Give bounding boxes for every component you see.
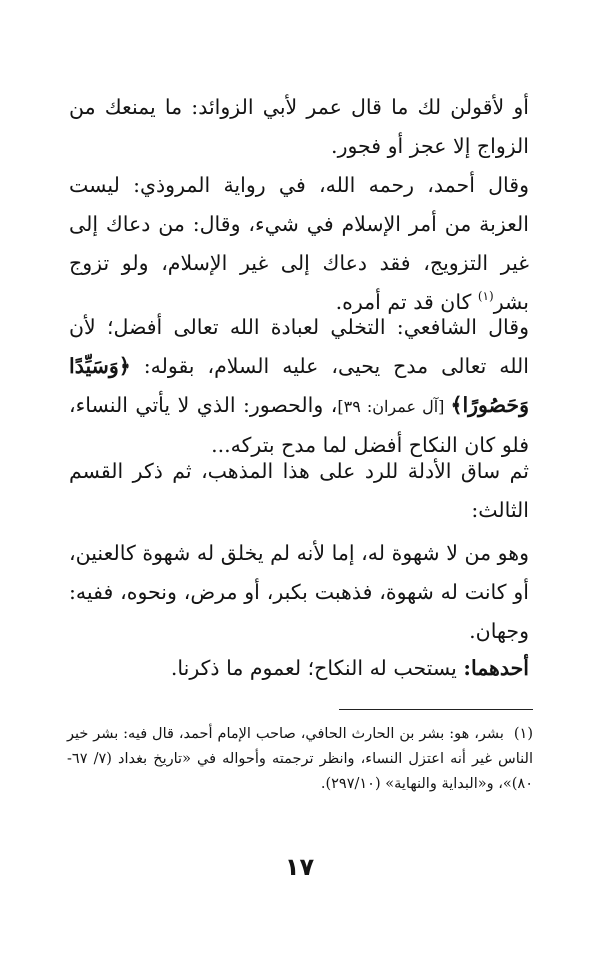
paragraph-third-category bbox=[69, 534, 529, 651]
paragraph-ahmad-statement bbox=[69, 166, 529, 322]
verse-citation: [آل عمران: ٣٩] bbox=[337, 397, 451, 416]
paragraph-first-view bbox=[69, 649, 529, 688]
paragraph-text-tail: ، والحصور: الذي لا يأتي النساء، فلو كان النكاح أفضل لما مدح بتركه... bbox=[69, 393, 529, 457]
footnote-divider bbox=[339, 709, 533, 710]
footnote-text: بشر، هو: بشر بن الحارث الحافي، صاحب الإمام أحمد، قال فيه: بشر خير الناس غير أنه اعتزل النساء، وانظر ترجمته وأحواله في «تاريخ بغداد (٧/ ٦٧- ٨٠)»، و«البداية والنهاية» (٢٩٧/١٠). bbox=[67, 726, 533, 792]
paragraph-lead-word: أحدهما: bbox=[463, 656, 529, 680]
paragraph-text: وهو من لا شهوة له، إما لأنه لم يخلق له شهوة كالعنين، أو كانت له شهوة، فذهبت بكبر، أو مرض، ونحوه، ففيه: وجهان. bbox=[69, 541, 529, 643]
footnote bbox=[67, 722, 533, 797]
quran-verse: ﴿وَسَيِّدًا وَحَصُورًا﴾ bbox=[69, 354, 529, 417]
footnote-number: (١) bbox=[513, 726, 533, 742]
paragraph-text: وقال أحمد، رحمه الله، في رواية المروذي: ليست العزبة من أمر الإسلام في شيء، وقال: من دعاك إلى غير التزويج، فقد دعاك إلى غير الإسلام، ولو تزوج بشر bbox=[69, 173, 529, 314]
footnote-reference[interactable]: (١) bbox=[477, 289, 494, 303]
page-number: ١٧ bbox=[284, 853, 315, 881]
paragraph-text: وقال الشافعي: التخلي لعبادة الله تعالى أفضل؛ لأن الله تعالى مدح يحيى، عليه السلام، بقوله: bbox=[69, 315, 529, 378]
paragraph-omar-quote bbox=[69, 88, 529, 166]
paragraph-text: أو لأقولن لك ما قال عمر لأبي الزوائد: ما يمنعك من الزواج إلا عجز أو فجور. bbox=[69, 95, 529, 158]
paragraph-third-category-intro bbox=[69, 452, 529, 530]
paragraph-text-tail: كان قد تم أمره. bbox=[335, 290, 478, 314]
paragraph-shafii-statement bbox=[69, 308, 529, 465]
paragraph-text: يستحب له النكاح؛ لعموم ما ذكرنا. bbox=[170, 656, 464, 680]
paragraph-text: ثم ساق الأدلة للرد على هذا المذهب، ثم ذكر القسم الثالث: bbox=[69, 459, 529, 522]
